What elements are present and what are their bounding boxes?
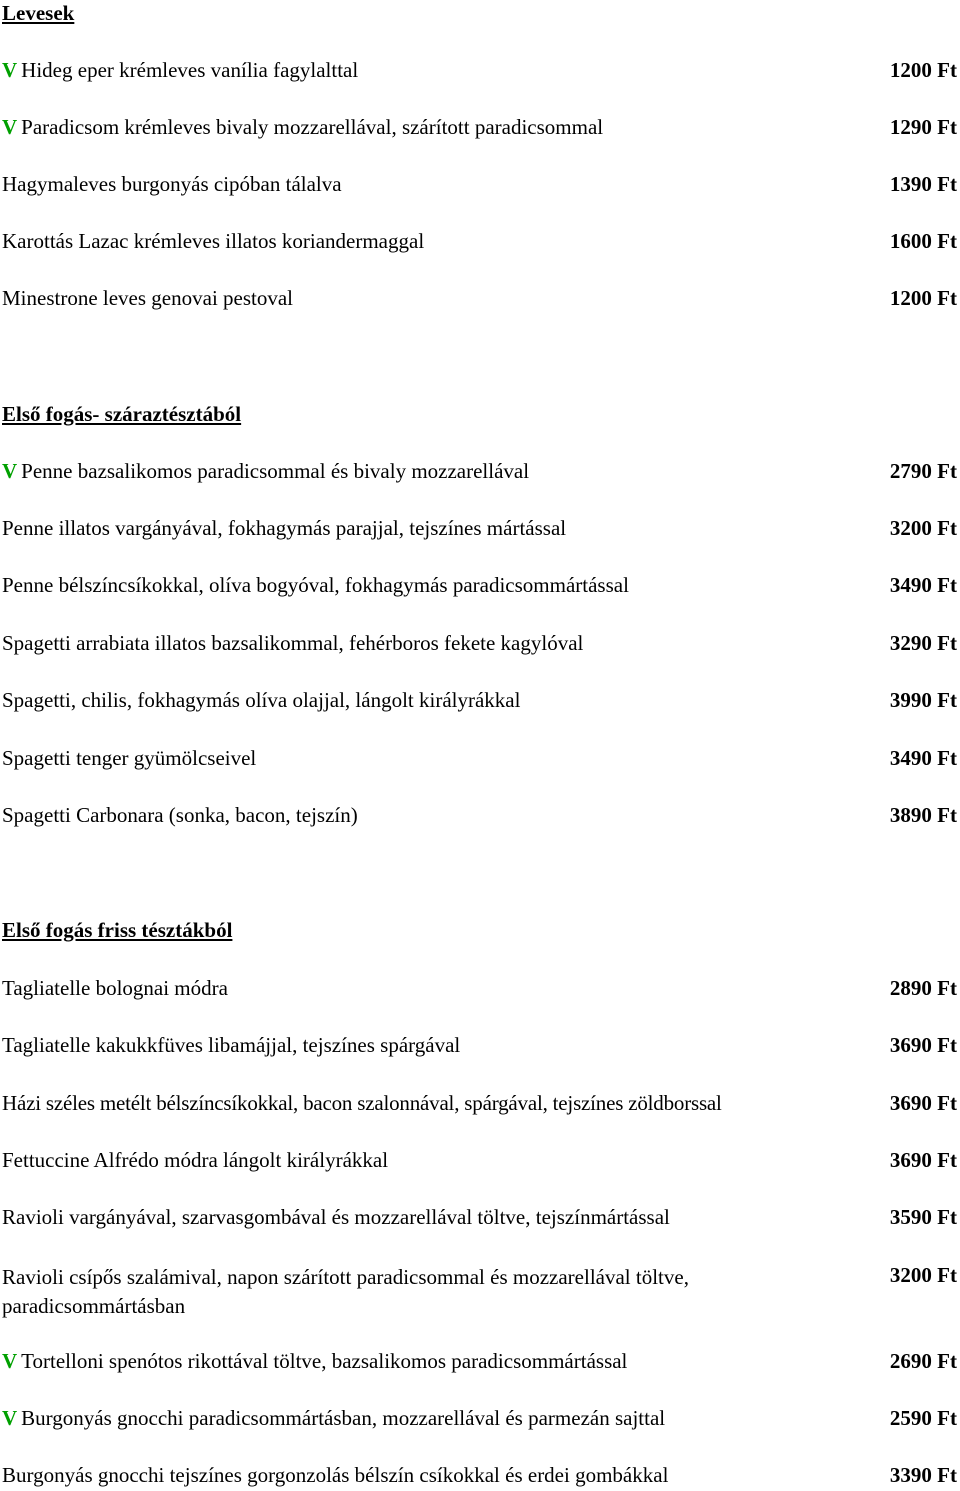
menu-item-price: 1290 Ft [889, 115, 957, 139]
menu-item [2, 1033, 957, 1057]
vegetarian-mark: V [2, 115, 18, 139]
menu-item-price: 2890 Ft [889, 976, 957, 1000]
menu-item [2, 1091, 957, 1115]
menu-item [2, 516, 957, 540]
menu-item-price: 1600 Ft [889, 229, 957, 253]
menu-item-price: 3490 Ft [889, 573, 957, 597]
dish-label: Hideg eper krémleves vanília fagylalttal [21, 58, 359, 82]
menu-item [2, 1148, 957, 1172]
menu-item-price: 3690 Ft [889, 1091, 957, 1115]
menu-item-name: Spagetti arrabiata illatos bazsalikommal, fehérboros fekete kagylóval [2, 631, 584, 655]
menu-item [2, 573, 957, 597]
menu-item-price: 2590 Ft [889, 1406, 957, 1430]
menu-item [2, 286, 957, 310]
menu-item [2, 976, 957, 1000]
menu-item [2, 172, 957, 196]
menu-item-price: 1200 Ft [889, 58, 957, 82]
menu-item [2, 1406, 957, 1430]
menu-item-price: 3990 Ft [889, 688, 957, 712]
menu-item [2, 115, 957, 139]
vegetarian-mark: V [2, 58, 18, 82]
menu-item-name: Ravioli vargányával, szarvasgombával és mozzarellával töltve, tejszínmártással [2, 1205, 670, 1229]
menu-item [2, 459, 957, 483]
dish-label: Tortelloni spenótos rikottával töltve, bazsalikomos paradicsommártással [21, 1349, 628, 1373]
menu-item [2, 631, 957, 655]
menu-item-name [2, 459, 957, 483]
menu-item [2, 803, 957, 827]
menu-item-name: Házi széles metélt bélszíncsíkokkal, bacon szalonnával, spárgával, tejszínes zöldborssal [2, 1091, 722, 1115]
section-heading-szaraztészta: Első fogás- száraztésztából [2, 402, 242, 426]
menu-item-name: Tagliatelle bolognai módra [2, 976, 228, 1000]
menu-item-name: Spagetti, chilis, fokhagymás olíva olajjal, lángolt királyrákkal [2, 688, 521, 712]
menu-item-name: Tagliatelle kakukkfüves libamájjal, tejszínes spárgával [2, 1033, 461, 1057]
section-heading-friss-teszta: Első fogás friss tésztákból [2, 918, 233, 942]
menu-item-name [2, 58, 957, 82]
menu-item-price: 1200 Ft [889, 286, 957, 310]
dish-label: Burgonyás gnocchi paradicsommártásban, mozzarellával és parmezán sajttal [21, 1406, 666, 1430]
menu-item-name: Spagetti Carbonara (sonka, bacon, tejszín) [2, 803, 358, 827]
menu-item-name: Minestrone leves genovai pestoval [2, 286, 294, 310]
menu-item-price: 3690 Ft [889, 1033, 957, 1057]
menu-item [2, 688, 957, 712]
menu-item-price: 3390 Ft [889, 1463, 957, 1487]
menu-item-name: Fettuccine Alfrédo módra lángolt királyrákkal [2, 1148, 389, 1172]
vegetarian-mark: V [2, 1406, 18, 1430]
menu-item-price: 1390 Ft [889, 172, 957, 196]
menu-item-name: Hagymaleves burgonyás cipóban tálalva [2, 172, 342, 196]
menu-item [2, 1205, 957, 1229]
menu-item-name [2, 1349, 957, 1373]
dish-label: Penne bazsalikomos paradicsommal és bivaly mozzarellával [21, 459, 530, 483]
menu-item-price: 3290 Ft [889, 631, 957, 655]
menu-item-price: 3200 Ft [889, 516, 957, 540]
menu-item-price: 3200 Ft [889, 1263, 957, 1287]
section-heading-levesek: Levesek [2, 1, 75, 25]
menu-item-name [2, 1406, 957, 1430]
dish-label: Paradicsom krémleves bivaly mozzarellával, szárított paradicsommal [21, 115, 604, 139]
menu-item [2, 1349, 957, 1373]
menu-item [2, 58, 957, 82]
menu-item-price: 3690 Ft [889, 1148, 957, 1172]
menu-item-price: 2790 Ft [889, 459, 957, 483]
menu-item-price: 3490 Ft [889, 746, 957, 770]
menu-item-name: Spagetti tenger gyümölcseivel [2, 746, 257, 770]
menu-item-name: Ravioli csípős szalámival, napon szárított paradicsommal és mozzarellával töltve, paradicsommártásban [2, 1265, 689, 1318]
menu-item-price: 3890 Ft [889, 803, 957, 827]
menu-item [2, 229, 957, 253]
menu-item-name: Penne bélszíncsíkokkal, olíva bogyóval, fokhagymás paradicsommártással [2, 573, 629, 597]
vegetarian-mark: V [2, 1349, 18, 1373]
menu-item-price: 2690 Ft [889, 1349, 957, 1373]
menu-item [2, 1263, 957, 1321]
menu-item [2, 746, 957, 770]
menu-item-name: Penne illatos vargányával, fokhagymás parajjal, tejszínes mártással [2, 516, 567, 540]
menu-item-name: Burgonyás gnocchi tejszínes gorgonzolás bélszín csíkokkal és erdei gombákkal [2, 1463, 669, 1487]
vegetarian-mark: V [2, 459, 18, 483]
menu-item-name: Karottás Lazac krémleves illatos koriandermaggal [2, 229, 425, 253]
menu-item-name [2, 115, 957, 139]
menu-item [2, 1463, 957, 1487]
menu-item-price: 3590 Ft [889, 1205, 957, 1229]
